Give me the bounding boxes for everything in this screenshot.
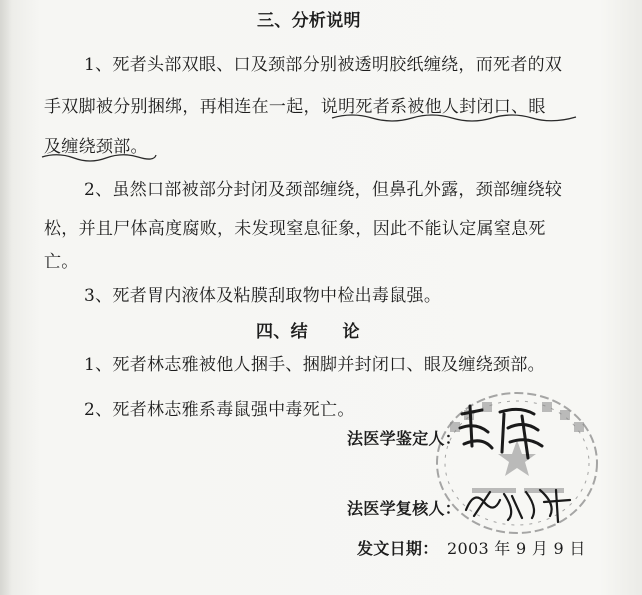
section-3-title: 三、分析说明 [257, 11, 361, 31]
scan-shadow-edge [0, 0, 12, 595]
analysis-p2-line3: 亡。 [44, 252, 79, 272]
section-4-title: 四、结 论 [256, 322, 360, 342]
analysis-p1-line3: 及缠绕颈部。 [44, 137, 148, 157]
analysis-p2-line1: 2、虽然口部被部分封闭及颈部缠绕，但鼻孔外露，颈部缠绕较 [84, 180, 563, 200]
analysis-p1-line2: 手双脚被分别捆绑，再相连在一起，说明死者系被他人封闭口、眼 [44, 97, 546, 117]
conclusion-1: 1、死者林志雅被他人捆手、捆脚并封闭口、眼及缠绕颈部。 [84, 355, 545, 375]
examiner-label: 法医学鉴定人： [347, 429, 462, 448]
date-label: 发文日期： [357, 539, 439, 558]
underline-squiggle-2 [40, 152, 160, 166]
reviewer-label: 法医学复核人： [347, 499, 462, 518]
examiner-signature [452, 402, 547, 462]
analysis-p3-line1: 3、死者胃内液体及粘膜刮取物中检出毒鼠强。 [84, 286, 442, 306]
underline-squiggle-1 [330, 112, 580, 126]
reviewer-signature [460, 482, 580, 526]
issue-date: 2003 年 9 月 9 日 [447, 539, 586, 558]
analysis-p1-line1: 1、死者头部双眼、口及颈部分别被透明胶纸缠绕，而死者的双 [84, 55, 563, 75]
conclusion-2: 2、死者林志雅系毒鼠强中毒死亡。 [84, 400, 355, 420]
analysis-p2-line2: 松，并且尸体高度腐败，未发现窒息征象，因此不能认定属窒息死 [44, 219, 546, 239]
